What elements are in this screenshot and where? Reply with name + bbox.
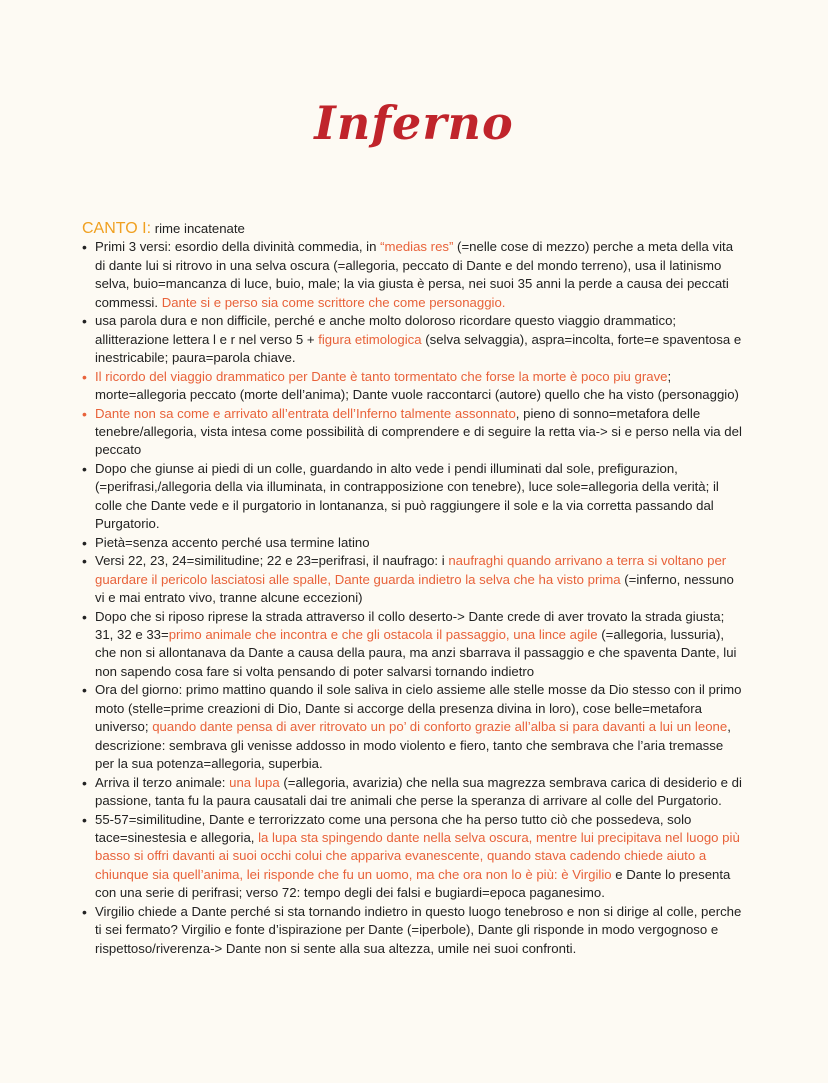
bullet-dot-icon: • [82, 239, 87, 256]
note-text: , pieno di sonno=metafora delle tenebre/allegoria, vista intesa come possibilità di comprendere e di seguire la retta via-> si e perso nella via del peccato [95, 405, 742, 458]
note-bullet [82, 368, 744, 405]
note-bullet [82, 312, 744, 367]
note-bullet [82, 681, 744, 773]
highlighted-text: figura etimologica [318, 331, 422, 347]
bullet-dot-icon: • [82, 608, 87, 625]
bullet-dot-icon: • [82, 405, 87, 422]
notes-content [82, 220, 744, 958]
bullet-dot-icon: • [82, 682, 87, 699]
note-text: Primi 3 versi: esordio della divinità commedia, in [95, 239, 381, 255]
highlighted-text: Il ricordo del viaggio drammatico per Dante è tanto tormentato che forse la morte è poco piu grave [95, 368, 668, 384]
highlighted-text: quando dante pensa di aver ritrovato un po’ di conforto grazie all’alba si para davanti a lui un leone [152, 719, 728, 735]
canto-label: CANTO I: [82, 220, 152, 237]
note-text: (=nelle cose di mezzo) perche a meta della vita di dante lui si ritrovo in una selva oscura (=allegoria, peccato di Dante e del mondo terreno), usa il latinismo selva, buio=mancanza di luce, buio, male; la via giusta è persa, nei suoi 35 anni la perde a causa dei peccati commessi. [95, 239, 734, 310]
note-bullet [82, 534, 744, 552]
canto-subtitle: rime incatenate [151, 221, 245, 236]
note-bullet [82, 774, 744, 811]
note-text: Versi 22, 23, 24=similitudine; 22 e 23=perifrasi, il naufrago: i [95, 553, 449, 569]
bullet-dot-icon: • [82, 313, 87, 330]
note-text: , descrizione: sembrava gli venisse addosso in modo violento e fiero, tanto che sembrava che l’aria tremasse per la sua potenza=allegoria, superbia. [95, 719, 731, 772]
bullet-dot-icon: • [82, 811, 87, 828]
note-text: Dopo che si riposo riprese la strada attraverso il collo deserto-> Dante crede di aver trovato la strada giusta; 31, 32 e 33= [95, 608, 725, 642]
note-bullet [82, 238, 744, 312]
bullet-dot-icon: • [82, 903, 87, 920]
highlighted-text: Dante si e perso sia come scrittore che come personaggio. [161, 294, 506, 310]
bullet-dot-icon: • [82, 368, 87, 385]
highlighted-text: “medias res” [380, 239, 454, 255]
canto-heading [82, 220, 744, 238]
note-text: (=allegoria, lussuria), che non si allontanava da Dante a causa della paura, ma anzi sbarrava il passaggio e che spaventa Dante, lui non sapendo cosa fare si volta pensando di poter salvarsi tornando indietro [95, 626, 737, 679]
note-text: (=inferno, nessuno vi e mai entrato vivo, tranne alcune eccezioni) [95, 571, 734, 606]
note-text: Pietà=senza accento perché usa termine latino [95, 534, 370, 550]
note-text: 55-57=similitudine, Dante e terrorizzato come una persona che ha perso tutto ciò che possedeva, solo tace=sinestesia e allegoria, [95, 811, 692, 845]
note-bullet [82, 811, 744, 903]
note-bullet [82, 903, 744, 958]
note-text: Dopo che giunse ai piedi di un colle, guardando in alto vede i pendi illuminati dal sole, prefigurazion, (=perifrasi,/allegoria della via illuminata, in contrapposizione con tenebre), luce sole=allegoria della verità; il colle che Dante vede e il purgatorio in lontananza, si può raggiungere il sole e la via corretta passando dal Purgatorio. [95, 460, 719, 532]
highlighted-text: naufraghi quando arrivano a terra si voltano per guardare il pericolo lasciatosi alle spalle, Dante guarda indietro la selva che ha visto prima [95, 553, 727, 587]
note-text: Ora del giorno: primo mattino quando il sole saliva in cielo assieme alle stelle mosse da Dio stesso con il primo moto (stelle=prime creazioni di Dio, Dante si accorge della presenza divina in loro), cose belle=metafora universo; [95, 682, 742, 735]
highlighted-text: Dante non sa come e arrivato all’entrata dell’Inferno talmente assonnato [95, 405, 516, 421]
bullet-dot-icon: • [82, 774, 87, 791]
page-title: Inferno [314, 96, 514, 150]
highlighted-text: la lupa sta spingendo dante nella selva oscura, mentre lui precipitava nel luogo più basso si offri davanti ai suoi occhi colui che appariva evanescente, quando stava cadendo chiede aiuto a chiunque sia quell’anima, lei risponde che fu un uomo, ma che ora non lo è più: è Virgilio [95, 829, 740, 882]
note-text: (selva selvaggia), aspra=incolta, forte=e spaventosa e inestricabile; paura=parola chiave. [95, 331, 742, 366]
bullet-dot-icon: • [82, 553, 87, 570]
highlighted-text: primo animale che incontra e che gli ostacola il passaggio, una lince agile [168, 626, 598, 642]
note-bullet [82, 460, 744, 534]
bullet-dot-icon: • [82, 460, 87, 477]
note-bullet [82, 405, 744, 460]
note-text: usa parola dura e non difficile, perché e anche molto doloroso ricordare questo viaggio drammatico; allitterazione lettera l e r nel verso 5 + [95, 313, 677, 347]
note-text: e Dante lo presenta con una serie di perifrasi; verso 72: tempo degli dei falsi e bugiardi=epoca paganesimo. [95, 866, 731, 901]
note-bullet [82, 608, 744, 682]
note-text: Virgilio chiede a Dante perché si sta tornando indietro in questo luogo tenebroso e non si dirige al colle, perche ti sei fermato? Virgilio e fonte d’ispirazione per Dante (=iperbole), Dante gli risponde in modo vergognoso e rispettoso/riverenza-> Dante non si sente alla sua altezza, umile nei suoi confronti. [95, 903, 742, 956]
notes-bullet-list [82, 238, 744, 958]
bullet-dot-icon: • [82, 534, 87, 551]
note-text: Arriva il terzo animale: [95, 774, 230, 790]
note-text: ; morte=allegoria peccato (morte dell’anima); Dante vuole raccontarci (autore) quello che ha visto (personaggio) [95, 368, 739, 403]
note-bullet [82, 552, 744, 607]
highlighted-text: una lupa [229, 774, 280, 790]
note-text: (=allegoria, avarizia) che nella sua magrezza sembrava carica di desiderio e di passione, tanta fu la paura causatali dai tre animali che perse la speranza di arrivare al colle del Purgatorio. [95, 774, 742, 809]
